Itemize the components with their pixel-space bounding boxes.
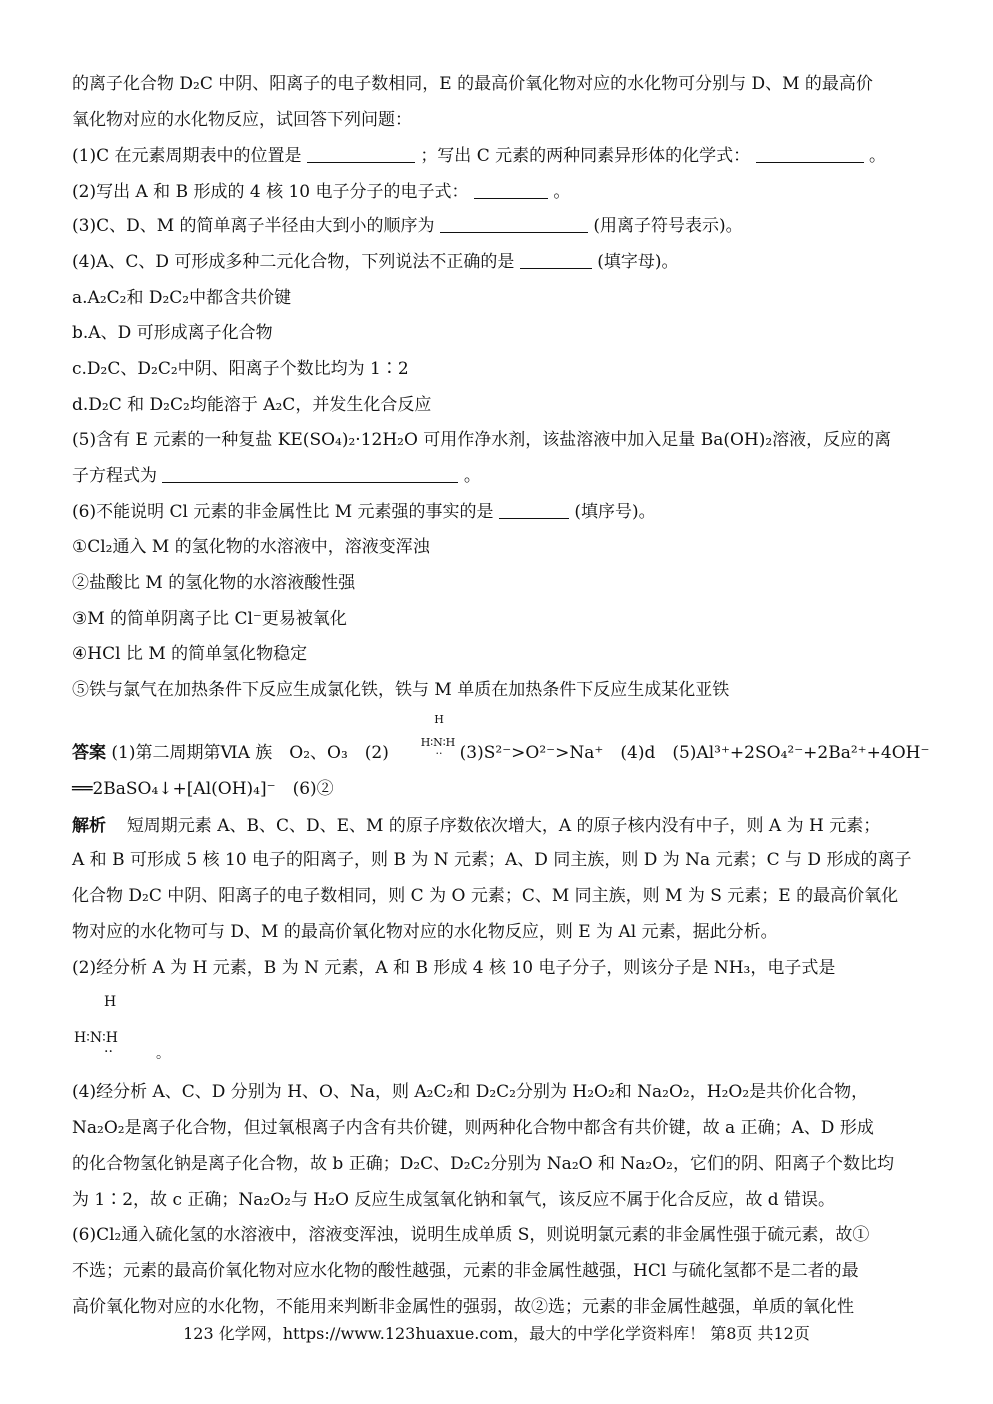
q6-statement-4: ④HCl 比 M 的简单氢化物稳定 (72, 644, 308, 664)
q1-text-a: (1)C 在元素周期表中的位置是 (72, 146, 302, 166)
q5-answer-blank (162, 466, 458, 483)
analysis-line-5: (2)经分析 A 为 H 元素，B 为 N 元素，A 和 B 形成 4 核 10 电子分子，则该分子是 NH₃，电子式是 (72, 958, 836, 978)
answer-label: 答案 (72, 743, 106, 763)
question-3 (72, 214, 932, 238)
answer-lewis-row: H∶N∶H (420, 736, 456, 749)
analysis-line-1 (72, 814, 932, 838)
analysis-line-2: A 和 B 可形成 5 核 10 电子的阳离子，则 B 为 N 元素；A、D 同主族，则 D 为 Na 元素；C 与 D 形成的离子 (72, 850, 912, 870)
answer-part-a: (1)第二周期第ⅥA 族 O₂、O₃ (2) (111, 743, 389, 763)
q5-text-b: 子方程式为 (72, 466, 157, 486)
q4-option-c: c.D₂C、D₂C₂中阴、阳离子个数比均为 1∶2 (72, 359, 409, 379)
analysis-lewis-period: 。 (156, 1046, 170, 1062)
page-footer: 123 化学网，https://www.123huaxue.com，最大的中学化学资料库！ 第8页 共12页 (183, 1324, 810, 1343)
q4-option-a: a.A₂C₂和 D₂C₂中都含共价键 (72, 288, 292, 308)
analysis-line-12: 高价氧化物对应的水化物，不能用来判断非金属性的强弱，故②选；元素的非金属性越强，单质的氧化性 (72, 1297, 854, 1317)
answer-line-2: ══2BaSO₄↓+[Al(OH)₄]⁻ (6)② (72, 779, 334, 799)
analysis-lewis-row: H∶N∶H (74, 1030, 118, 1046)
analysis-lewis-dots: ·· (104, 1044, 113, 1060)
question-6 (72, 500, 932, 524)
q6-answer-blank (499, 502, 569, 519)
analysis-line-7: Na₂O₂是离子化合物，但过氧根离子内含有共价键，则两种化合物中都含有共价键，故 a 正确；A、D 形成 (72, 1118, 874, 1138)
q2-text-b: 。 (553, 182, 571, 202)
q3-text-a: (3)C、D、M 的简单离子半径由大到小的顺序为 (72, 216, 435, 236)
answer-part-b: (3)S²⁻>O²⁻>Na⁺ (4)d (5)Al³⁺+2SO₄²⁻+2Ba²⁺+4OH⁻ (459, 743, 930, 763)
analysis-line-10: (6)Cl₂通入硫化氢的水溶液中，溶液变浑浊，说明生成单质 S，则说明氯元素的非金属性强于硫元素，故① (72, 1225, 870, 1245)
analysis-p1-1: 短周期元素 A、B、C、D、E、M 的原子序数依次增大，A 的原子核内没有中子，则 A 为 H 元素； (126, 816, 881, 836)
question-2 (72, 180, 932, 204)
q2-text-a: (2)写出 A 和 B 形成的 4 核 10 电子分子的电子式： (72, 182, 469, 202)
q3-answer-blank (440, 216, 588, 233)
q6-statement-5: ⑤铁与氯气在加热条件下反应生成氯化铁，铁与 M 单质在加热条件下反应生成某化亚铁 (72, 680, 730, 700)
question-intro-line-2: 氧化物对应的水化物反应，试回答下列问题： (72, 110, 412, 130)
question-1 (72, 144, 932, 168)
analysis-line-9: 为 1∶2，故 c 正确；Na₂O₂与 H₂O 反应生成氢氧化钠和氧气，该反应不属于化合反应，故 d 错误。 (72, 1190, 836, 1210)
q6-text-a: (6)不能说明 Cl 元素的非金属性比 M 元素强的事实的是 (72, 502, 494, 522)
q4-option-d: d.D₂C 和 D₂C₂均能溶于 A₂C，并发生化合反应 (72, 395, 432, 415)
question-5-line-2 (72, 464, 932, 488)
analysis-lewis-top-h: H (104, 994, 117, 1010)
answer-lewis-dots: ·· (435, 747, 443, 760)
q4-option-b: b.A、D 可形成离子化合物 (72, 323, 273, 343)
analysis-line-3: 化合物 D₂C 中阴、阳离子的电子数相同，则 C 为 O 元素；C、M 同主族，则 M 为 S 元素；E 的最高价氧化 (72, 886, 899, 906)
q1-text-c: 。 (868, 146, 886, 166)
question-intro-line-1: 的离子化合物 D₂C 中阴、阳离子的电子数相同，E 的最高价氧化物对应的水化物可分别与 D、M 的最高价 (72, 74, 873, 94)
analysis-label: 解析 (72, 816, 106, 836)
q6-text-b: (填序号)。 (574, 502, 656, 522)
q1-answer-blank-2 (756, 146, 864, 163)
analysis-line-6: (4)经分析 A、C、D 分别为 H、O、Na，则 A₂C₂和 D₂C₂分别为 H₂O₂和 Na₂O₂，H₂O₂是共价化合物， (72, 1082, 869, 1102)
q4-answer-blank (520, 252, 592, 269)
q6-statement-1: ①Cl₂通入 M 的氢化物的水溶液中，溶液变浑浊 (72, 537, 430, 557)
question-4 (72, 250, 932, 274)
q1-answer-blank-1 (307, 146, 415, 163)
q4-text-b: (填字母)。 (597, 252, 679, 272)
answer-line-1 (72, 741, 932, 765)
question-5-line-1: (5)含有 E 元素的一种复盐 KE(SO₄)₂·12H₂O 可用作净水剂，该盐溶液中加入足量 Ba(OH)₂溶液，反应的离 (72, 430, 892, 450)
q5-text-c: 。 (463, 466, 481, 486)
analysis-line-4: 物对应的水化物可与 D、M 的最高价氧化物对应的水化物反应，则 E 为 Al 元素，据此分析。 (72, 922, 778, 942)
q3-text-b: (用离子符号表示)。 (593, 216, 743, 236)
q6-statement-3: ③M 的简单阴离子比 Cl⁻更易被氧化 (72, 609, 347, 629)
answer-lewis-top-h: H (434, 713, 444, 726)
analysis-line-11: 不选；元素的最高价氧化物对应水化物的酸性越强，元素的非金属性越强，HCl 与硫化氢都不是二者的最 (72, 1261, 859, 1281)
q1-text-b: ；写出 C 元素的两种同素异形体的化学式： (420, 146, 751, 166)
q2-answer-blank (474, 182, 548, 199)
q4-text-a: (4)A、C、D 可形成多种二元化合物，下列说法不正确的是 (72, 252, 515, 272)
analysis-line-8: 的化合物氢化钠是离子化合物，故 b 正确；D₂C、D₂C₂分别为 Na₂O 和 Na₂O₂，它们的阴、阳离子个数比均 (72, 1154, 894, 1174)
q6-statement-2: ②盐酸比 M 的氢化物的水溶液酸性强 (72, 573, 356, 593)
